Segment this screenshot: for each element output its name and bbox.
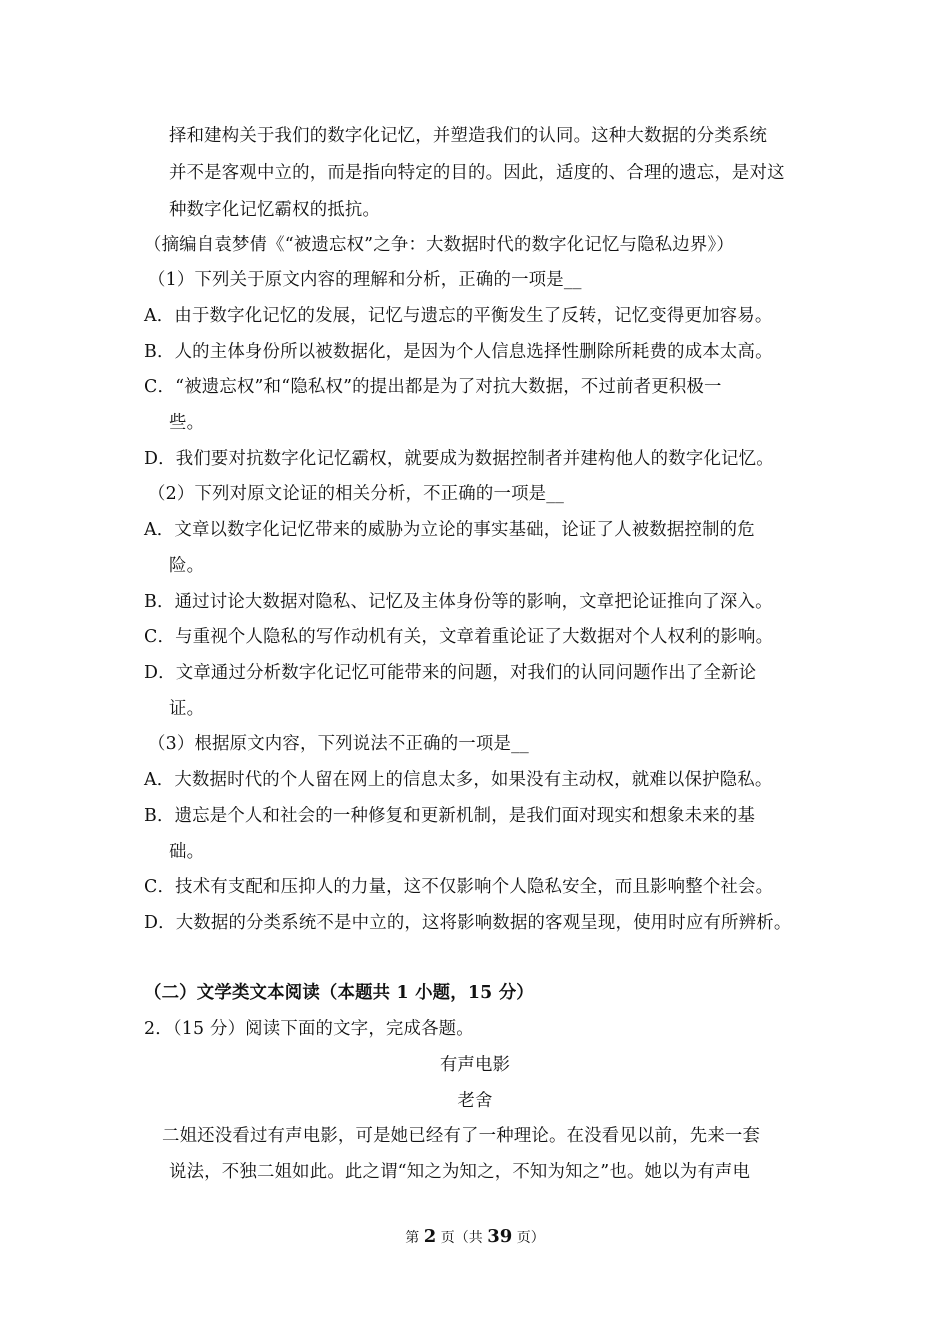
q1-option-c: C．“被遗忘权”和“隐私权”的提出都是为了对抗大数据，不过前者更积极一 xyxy=(144,377,722,397)
q3-option-a: A．大数据时代的个人留在网上的信息太多，如果没有主动权，就难以保护隐私。 xyxy=(144,770,773,790)
q1-option-c-cont: 些。 xyxy=(169,413,205,433)
q3-option-b: B．遗忘是个人和社会的一种修复和更新机制，是我们面对现实和想象未来的基 xyxy=(144,806,756,826)
footer-prefix: 第 xyxy=(405,1230,420,1246)
footer-suffix: 页） xyxy=(516,1230,545,1246)
passage-line: 并不是客观中立的，而是指向特定的目的。因此，适度的、合理的遗忘，是对这 xyxy=(169,163,785,183)
page-number: 2 xyxy=(423,1226,437,1247)
passage-source: （摘编自袁梦倩《“被遗忘权”之争：大数据时代的数字化记忆与隐私边界》） xyxy=(144,235,734,255)
section-heading: （二）文学类文本阅读（本题共 1 小题，15 分） xyxy=(144,983,534,1003)
q2-option-d: D．文章通过分析数字化记忆可能带来的问题，对我们的认同问题作出了全新论 xyxy=(144,663,757,683)
passage-line: 择和建构关于我们的数字化记忆，并塑造我们的认同。这种大数据的分类系统 xyxy=(169,126,768,146)
q1-option-b: B．人的主体身份所以被数据化，是因为个人信息选择性删除所耗费的成本太高。 xyxy=(144,342,773,362)
q3-option-c: C．技术有支配和压抑人的力量，这不仅影响个人隐私安全，而且影响整个社会。 xyxy=(144,877,774,897)
q2-option-a: A．文章以数字化记忆带来的威胁为立论的事实基础，论证了人被数据控制的危 xyxy=(144,520,755,540)
q3-option-d: D．大数据的分类系统不是中立的，这将影响数据的客观呈现，使用时应有所辨析。 xyxy=(144,913,792,933)
story-author: 老舍 xyxy=(457,1091,493,1111)
q2-option-d-cont: 证。 xyxy=(169,699,205,719)
q2-option-b: B．通过讨论大数据对隐私、记忆及主体身份等的影响，文章把论证推向了深入。 xyxy=(144,592,773,612)
story-paragraph-line: 二姐还没看过有声电影，可是她已经有了一种理论。在没看见以前，先来一套 xyxy=(162,1126,761,1146)
page-footer xyxy=(0,1226,950,1249)
question-2-intro: 2．（15 分）阅读下面的文字，完成各题。 xyxy=(144,1019,474,1039)
q2-option-c: C．与重视个人隐私的写作动机有关，文章着重论证了大数据对个人权利的影响。 xyxy=(144,627,774,647)
q1-option-a: A．由于数字化记忆的发展，记忆与遗忘的平衡发生了反转，记忆变得更加容易。 xyxy=(144,306,773,326)
footer-mid: 页（共 xyxy=(440,1230,483,1246)
page-total: 39 xyxy=(487,1226,513,1247)
passage-line: 种数字化记忆霸权的抵抗。 xyxy=(169,200,381,220)
q3-option-b-cont: 础。 xyxy=(169,842,205,862)
q3-stem: （3）根据原文内容，下列说法不正确的一项是__ xyxy=(148,734,529,754)
q2-option-a-cont: 险。 xyxy=(169,556,205,576)
story-paragraph-line: 说法，不独二姐如此。此之谓“知之为知之，不知为知之”也。她以为有声电 xyxy=(169,1162,751,1182)
q1-option-d: D．我们要对抗数字化记忆霸权，就要成为数据控制者并建构他人的数字化记忆。 xyxy=(144,449,774,469)
q2-stem: （2）下列对原文论证的相关分析，不正确的一项是__ xyxy=(148,484,565,504)
q1-stem: （1）下列关于原文内容的理解和分析，正确的一项是__ xyxy=(148,270,582,290)
story-title: 有声电影 xyxy=(439,1055,511,1075)
